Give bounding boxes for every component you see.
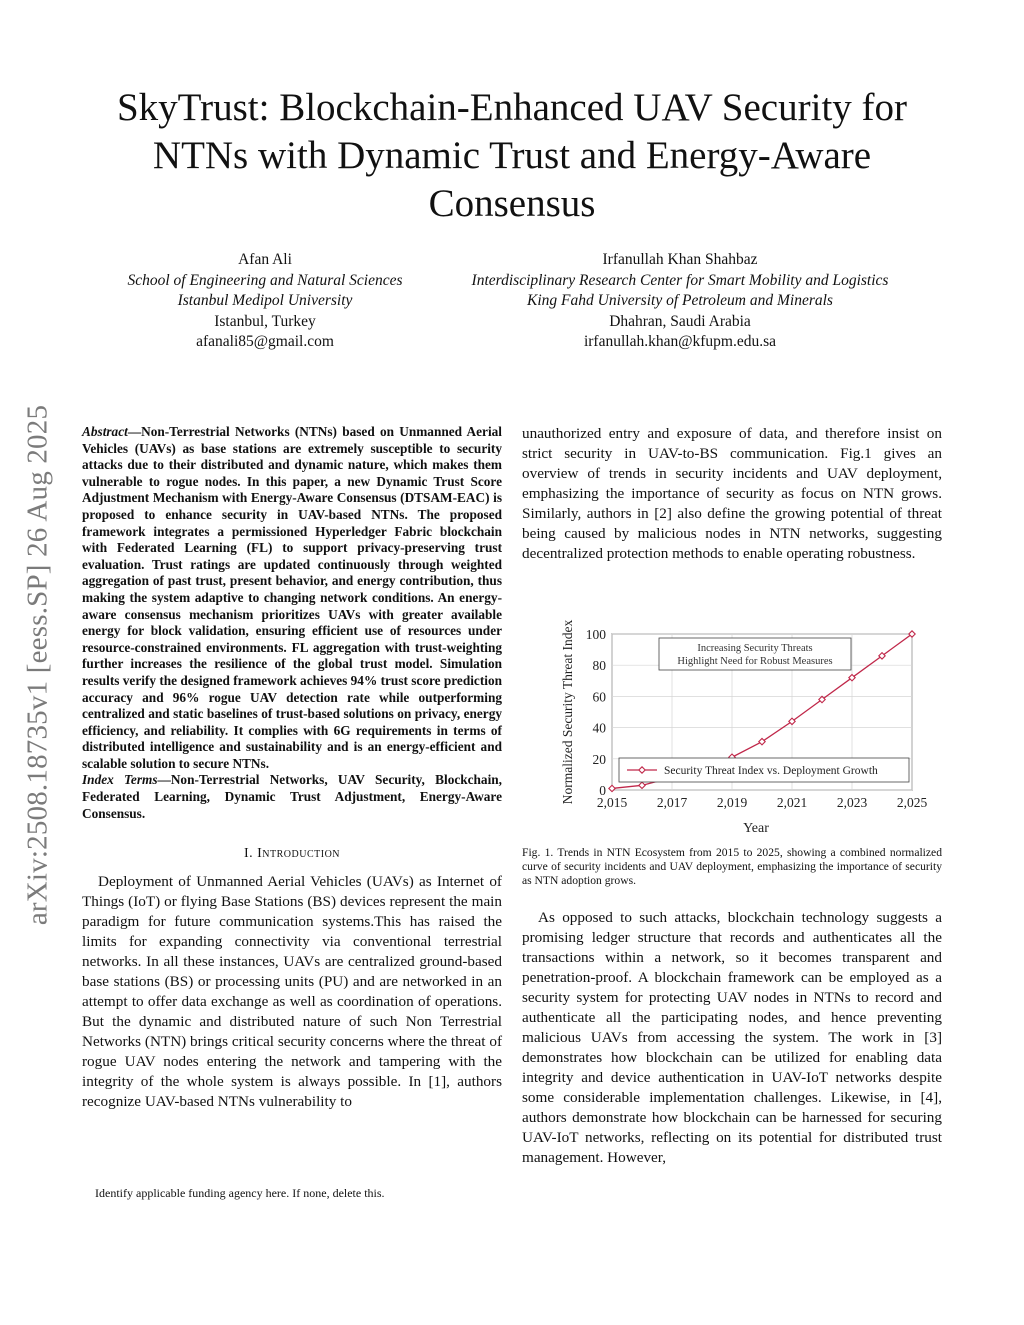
x-tick-label: 2,015 [596, 795, 628, 810]
author-email: afanali85@gmail.com [196, 333, 334, 350]
series-point [609, 785, 615, 791]
legend [619, 758, 909, 782]
annotation-line: Increasing Security Threats [697, 643, 813, 654]
annotation-line: Highlight Need for Robust Measures [677, 656, 833, 667]
x-tick-label: 2,017 [656, 795, 688, 810]
figure-caption: Fig. 1. Trends in NTN Ecosystem from 2015 to 2025, showing a combined normalized curve of security incidents and UAV deployment, emphasizing the importance of security as NTN adoption grows. [522, 846, 942, 887]
abstract-label: Abstract [82, 424, 128, 439]
abstract [82, 424, 502, 772]
author-block-1 [100, 250, 430, 353]
x-tick-label: 2,025 [896, 795, 928, 810]
section-title: Introduction [257, 846, 341, 862]
author-name: Irfanullah Khan Shahbaz [602, 251, 758, 268]
x-tick-label: 2,019 [716, 795, 748, 810]
y-tick-label: 80 [592, 658, 606, 674]
right-paragraph-2: As opposed to such attacks, blockchain technology suggests a promising ledger structure that records and authenticates all the transactions within a network, so it becomes transparent and penetration-proof. A blockchain framework can be employed as a security system for protecting UAV nodes in NTNs to record and authenticate all the participating nodes, and hence preventing malicious UAVs from accessing the system. The work in [3] demonstrates how blockchain can be utilized for enabling data integrity and device authentication in UAV-IoT networks despite some considerable implementation challenges. Likewise, in [4], authors demonstrate how blockchain can be harnessed for securing UAV-IoT networks, reflecting on its potential for distributed trust management. However, [522, 909, 942, 1166]
author-location: Istanbul, Turkey [214, 312, 316, 330]
y-tick-label: 20 [592, 751, 606, 767]
abstract-text: —Non-Terrestrial Networks (NTNs) based on Unmanned Aerial Vehicles (UAVs) as base stations are extremely susceptible to security attacks due to their distributed and dynamic nature, which makes them vulnerable to rogue nodes. In this paper, a new Dynamic Trust Score Adjustment Mechanism with Energy-Aware Consensus (DTSAM-EAC) is proposed to enhance security in UAV-based NTNs. The proposed framework integrates a permissioned Hyperledger Fabric blockchain with Federated Learning (FL) to support privacy-preserving trust evaluation. Trust ratings are updated continuously through weighted aggregation of past trust, present behavior, and energy contribution, thus making the system adaptive to changing network conditions. An energy-aware consensus mechanism prioritizes UAVs with greater available energy for block validation, ensuring efficient use of resources under resource-constrained environments. FL aggregation with trust-weighting further increases the resilience of the global trust model. Simulation results verify the designed framework achieves 94% trust score prediction accuracy and 96% rogue UAV detection rate while outperforming centralized and static baselines of trust-based solutions on privacy, energy efficiency, and reliability. It complies with 6G requirements in terms of distributed intelligence and sustainability and is an energy-efficient and scalable solution to secure NTNs. [82, 424, 502, 771]
author-department: Interdisciplinary Research Center for Smart Mobility and Logistics [471, 271, 889, 289]
y-tick-label: 0 [599, 783, 606, 798]
funding-footnote: Identify applicable funding agency here. If none, delete this. [95, 1186, 385, 1200]
author-institution: Istanbul Medipol University [177, 292, 353, 309]
y-tick-label: 60 [592, 689, 606, 705]
figure-1 [522, 594, 942, 834]
y-axis-label: Normalized Security Threat Index [560, 619, 575, 805]
author-institution: King Fahd University of Petroleum and Minerals [527, 292, 833, 309]
y-tick-label: 40 [592, 720, 606, 736]
index-terms [82, 772, 502, 822]
author-name: Afan Ali [238, 251, 292, 268]
x-tick-label: 2,023 [836, 795, 868, 810]
arxiv-identifier: arXiv:2508.18735v1 [eess.SP] 26 Aug 2025 [21, 404, 54, 926]
author-block-2 [440, 250, 920, 353]
legend-label: Security Threat Index vs. Deployment Growth [664, 765, 878, 777]
author-location: Dhahran, Saudi Arabia [609, 312, 751, 330]
section-number: I. [243, 846, 254, 862]
threat-index-chart [522, 594, 942, 834]
series-point [639, 782, 645, 788]
author-department: School of Engineering and Natural Sciences [127, 271, 403, 289]
right-column [522, 424, 942, 1168]
right-paragraph-1: unauthorized entry and exposure of data, and therefore insist on strict security in UAV-to-BS communication. Fig.1 gives an overview of trends in security incidents and UAV deployment, emphasizing the importance of security as focus on NTN grows. Similarly, authors in [2] also define the growing potential of threat being caused by malicious nodes in NTN networks, suggesting decentralized protection methods to enable operating robustness. [522, 425, 942, 562]
section-heading [82, 846, 502, 862]
x-tick-label: 2,021 [776, 795, 808, 810]
author-email: irfanullah.khan@kfupm.edu.sa [583, 333, 777, 350]
index-terms-label: Index Terms [82, 772, 158, 788]
arxiv-sidebar-stamp [18, 360, 58, 970]
index-terms-text: —Non-Terrestrial Networks, UAV Security, Blockchain, Federated Learning, Dynamic Trust Adjustment, Energy-Aware Consensus. [82, 772, 502, 821]
paper-title: SkyTrust: Blockchain-Enhanced UAV Security for NTNs with Dynamic Trust and Energy-Aware Consensus [116, 86, 908, 225]
x-axis-label: Year [743, 821, 769, 834]
annotation-box [659, 638, 851, 670]
left-column [82, 424, 502, 1112]
y-tick-label: 100 [585, 627, 606, 642]
intro-paragraph: Deployment of Unmanned Aerial Vehicles (UAVs) as Internet of Things (IoT) or flying Base Stations (BS) devices represent the main paradigm for future communication systems.This has raised the limits for expanding connectivity via conventional terrestrial networks. In all these instances, UAVs are centralized ground-based base stations (BS) or processing units (PU) and are networked in an attempt to offer data exchange as well as coordination of operations. But the dynamic and distributed nature of such Non Terrestrial Networks (NTN) brings critical security concerns where the threat of rogue UAV nodes entering the network and tampering with the integrity of the whole system is always possible. In [1], authors recognize UAV-based NTNs vulnerability to [82, 873, 502, 1111]
